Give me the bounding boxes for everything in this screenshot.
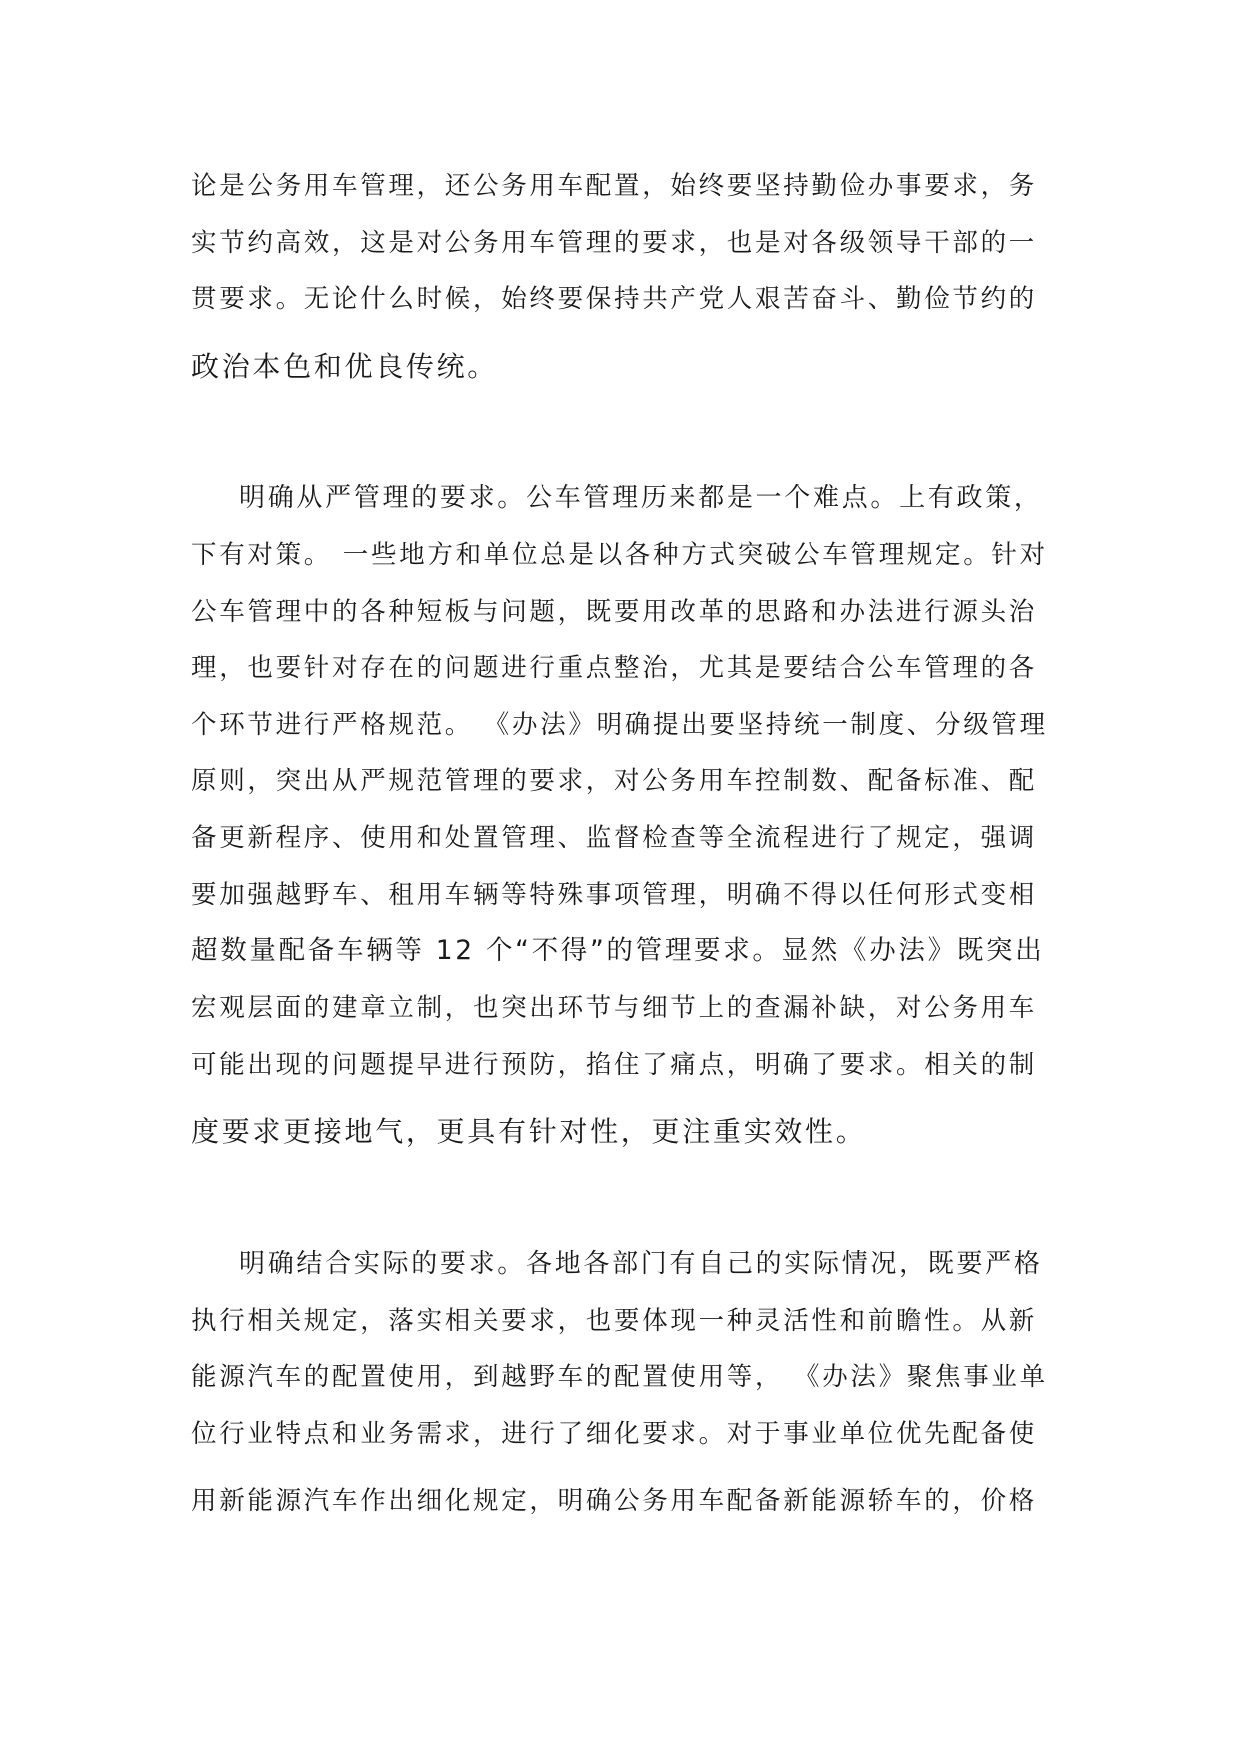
text-line: 宏观层面的建章立制，也突出环节与细节上的查漏补缺，对公务用车 (191, 993, 1038, 1023)
text-line: 论是公务用车管理，还公务用车配置，始终要坚持勤俭办事要求，务 (191, 171, 1038, 201)
text-line: 用新能源汽车作出细化规定，明确公务用车配备新能源轿车的，价格 (191, 1486, 1038, 1516)
text-line: 明确结合实际的要求。各地各部门有自己的实际情况，既要严格 (239, 1249, 1043, 1279)
text-line: 明确从严管理的要求。公车管理历来都是一个难点。上有政策， (239, 483, 1043, 513)
text-line: 位行业特点和业务需求，进行了细化要求。对于事业单位优先配备使 (191, 1419, 1038, 1449)
text-line: 执行相关规定，落实相关要求，也要体现一种灵活性和前瞻性。从新 (191, 1306, 1038, 1336)
text-line: 可能出现的问题提早进行预防，掐住了痛点，明确了要求。相关的制 (191, 1050, 1038, 1080)
text-line: 实节约高效，这是对公务用车管理的要求，也是对各级领导干部的一 (191, 228, 1038, 258)
text-line: 理，也要针对存在的问题进行重点整治，尤其是要结合公车管理的各 (191, 653, 1038, 683)
text-line: 能源汽车的配置使用，到越野车的配置使用等， 《办法》聚焦事业单 (191, 1362, 1048, 1392)
text-line: 超数量配备车辆等 12 个“不得”的管理要求。显然《办法》既突出 (191, 935, 1045, 966)
text-line: 贯要求。无论什么时候，始终要保持共产党人艰苦奋斗、勤俭节约的 (191, 284, 1038, 314)
text-line: 备更新程序、使用和处置管理、监督检查等全流程进行了规定，强调 (191, 823, 1038, 853)
text-line: 原则，突出从严规范管理的要求，对公务用车控制数、配备标准、配 (191, 766, 1038, 796)
text-line: 要加强越野车、租用车辆等特殊事项管理，明确不得以任何形式变相 (191, 880, 1038, 910)
text-line: 政治本色和优良传统。 (191, 350, 499, 383)
text-line: 度要求更接地气，更具有针对性，更注重实效性。 (191, 1115, 867, 1148)
text-line: 公车管理中的各种短板与问题，既要用改革的思路和办法进行源头治 (191, 597, 1038, 627)
text-line: 下有对策。 一些地方和单位总是以各种方式突破公车管理规定。针对 (191, 540, 1048, 570)
text-line: 个环节进行严格规范。 《办法》明确提出要坚持统一制度、分级管理 (191, 710, 1048, 740)
